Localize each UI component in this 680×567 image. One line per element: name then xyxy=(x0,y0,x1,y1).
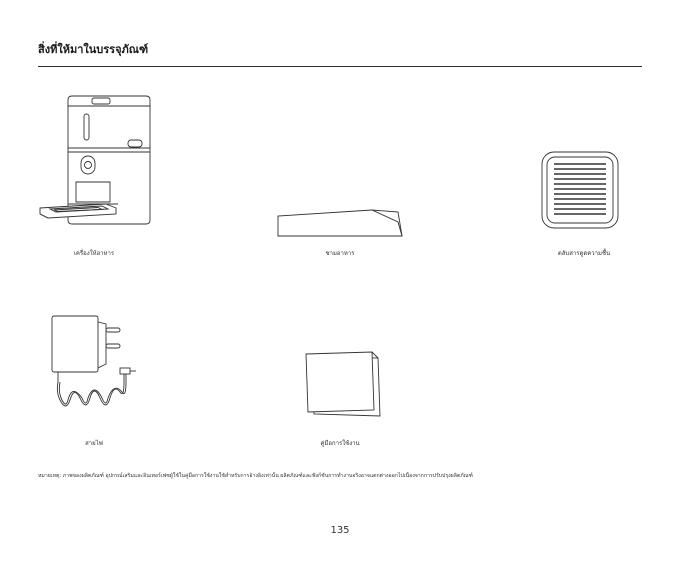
title-divider xyxy=(38,66,642,67)
page-number: 135 xyxy=(330,525,350,536)
page-title: สิ่งที่ให้มาในบรรจุภัณฑ์ xyxy=(38,43,149,56)
food-bowl-icon xyxy=(274,202,406,242)
item-label-cable: สายไฟ xyxy=(85,440,103,447)
user-manual-icon xyxy=(298,350,384,420)
disclaimer-note: หมายเหตุ: ภาพของผลิตภัณฑ์ อุปกรณ์เสริมและอินเทอร์เฟซผู้ใช้ในคู่มือการใช้งานใช้สำหรับการอ้างอิงเท่านั้น ผลิตภัณฑ์และฟังก์ชันการทำงานจริงอาจแตกต่างออกไปเนื่องจากการปรับปรุงผลิตภัณฑ์ xyxy=(38,473,473,479)
desiccant-box-icon xyxy=(540,150,620,230)
power-adapter-icon xyxy=(44,312,144,420)
item-label-feeder: เครื่องให้อาหาร xyxy=(73,250,115,257)
item-label-bowl: ชามอาหาร xyxy=(325,250,355,257)
item-label-manual: คู่มือการใช้งาน xyxy=(320,440,360,447)
item-label-desiccant: ตลับสารดูดความชื้น xyxy=(557,250,611,257)
pet-feeder-icon xyxy=(36,92,156,228)
